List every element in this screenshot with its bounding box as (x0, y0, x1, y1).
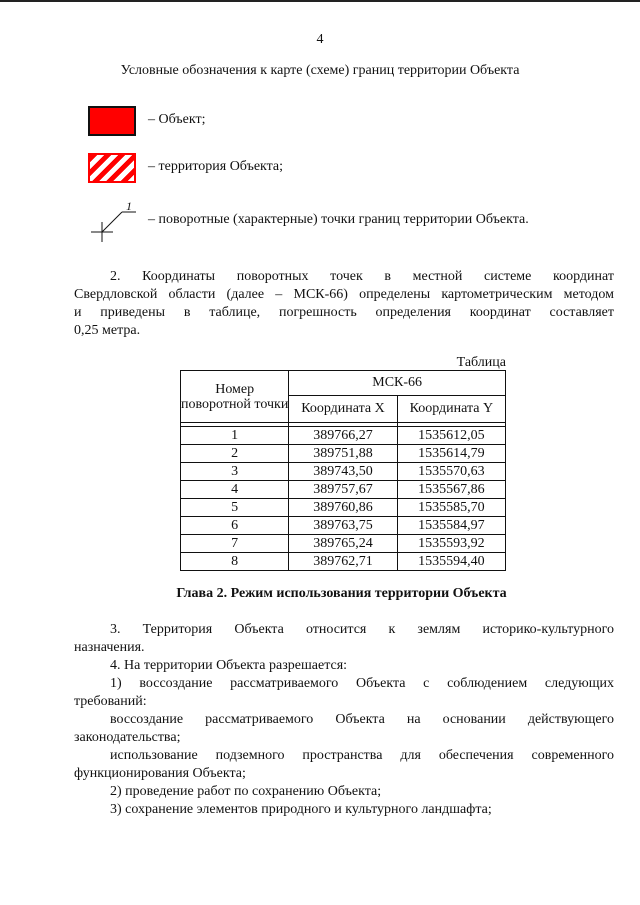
cell-y: 1535614,79 (397, 445, 505, 463)
paragraph-line: 0,25 метра. (74, 323, 141, 338)
paragraph-3-line-2: назначения. (74, 640, 145, 655)
table-row (181, 463, 506, 481)
cell-y: 1535584,97 (397, 517, 505, 535)
object-symbol (88, 106, 136, 136)
cell-y: 1535567,86 (397, 481, 505, 499)
item-2: 2) проведение работ по сохранению Объекта; (110, 784, 382, 799)
column-header-point-number: Номер поворотной точки (181, 371, 289, 423)
cell-x: 389762,71 (289, 553, 397, 571)
item-1a-line-1: воссоздание рассматриваемого Объекта на основании действующего (110, 712, 614, 727)
cell-x: 389757,67 (289, 481, 397, 499)
table-row (181, 535, 506, 553)
paragraph-line: 2. Координаты поворотных точек в местной системе координат (110, 269, 614, 284)
legend-title: Условные обозначения к карте (схеме) границ территории Объекта (120, 63, 520, 78)
cell-y: 1535612,05 (397, 427, 505, 445)
cell-point-number: 5 (181, 499, 289, 517)
cell-x: 389760,86 (289, 499, 397, 517)
cell-point-number: 6 (181, 517, 289, 535)
table-row (181, 553, 506, 571)
column-header-x: Координата X (289, 396, 397, 423)
cell-point-number: 1 (181, 427, 289, 445)
table-row (181, 481, 506, 499)
table-row (181, 517, 506, 535)
cell-y: 1535570,63 (397, 463, 505, 481)
cell-x: 389751,88 (289, 445, 397, 463)
turning-point-marker-icon (88, 200, 138, 244)
legend-item-label: – территория Объекта; (148, 159, 284, 174)
scan-edge-line (0, 0, 640, 2)
territory-hatch-symbol (88, 153, 136, 183)
table-row (181, 445, 506, 463)
cell-x: 389763,75 (289, 517, 397, 535)
column-header-y: Координата Y (397, 396, 505, 423)
chapter-heading: Глава 2. Режим использования территории Объекта (176, 586, 507, 601)
page-number: 4 (316, 32, 324, 47)
paragraph-line: Свердловской области (далее – МСК-66) определены картометрическим методом (74, 287, 614, 302)
table-row (181, 427, 506, 445)
cell-x: 389743,50 (289, 463, 397, 481)
cell-point-number: 8 (181, 553, 289, 571)
item-3: 3) сохранение элементов природного и культурного ландшафта; (110, 802, 492, 817)
paragraph-2 (74, 268, 614, 340)
coordinates-table (180, 370, 506, 571)
legend-item-turning-points (88, 200, 608, 244)
legend-item-object (88, 106, 608, 136)
cell-point-number: 7 (181, 535, 289, 553)
legend-item-label: – Объект; (148, 112, 206, 127)
legend-item-territory (88, 153, 608, 183)
cell-point-number: 4 (181, 481, 289, 499)
item-1-line-1: 1) воссоздание рассматриваемого Объекта с соблюдением следующих (110, 676, 614, 691)
table-caption: Таблица (456, 355, 506, 370)
cell-y: 1535585,70 (397, 499, 505, 517)
column-group-header: МСК-66 (289, 371, 506, 396)
item-1b-line-1: использование подземного пространства для обеспечения современного (110, 748, 614, 763)
legend-item-label: – поворотные (характерные) точки границ территории Объекта. (148, 212, 529, 227)
paragraph-4: 4. На территории Объекта разрешается: (110, 658, 348, 673)
cell-x: 389766,27 (289, 427, 397, 445)
item-1b-line-2: функционирования Объекта; (74, 766, 246, 781)
cell-x: 389765,24 (289, 535, 397, 553)
table-row (181, 499, 506, 517)
paragraph-3-line-1: 3. Территория Объекта относится к землям историко-культурного (110, 622, 614, 637)
item-1-line-2: требований: (74, 694, 147, 709)
cell-y: 1535593,92 (397, 535, 505, 553)
item-1a-line-2: законодательства; (74, 730, 181, 745)
marker-number-label: 1 (126, 200, 132, 213)
cell-point-number: 2 (181, 445, 289, 463)
cell-y: 1535594,40 (397, 553, 505, 571)
paragraph-line: и приведены в таблице, погрешность определения координат составляет (74, 305, 614, 320)
cell-point-number: 3 (181, 463, 289, 481)
